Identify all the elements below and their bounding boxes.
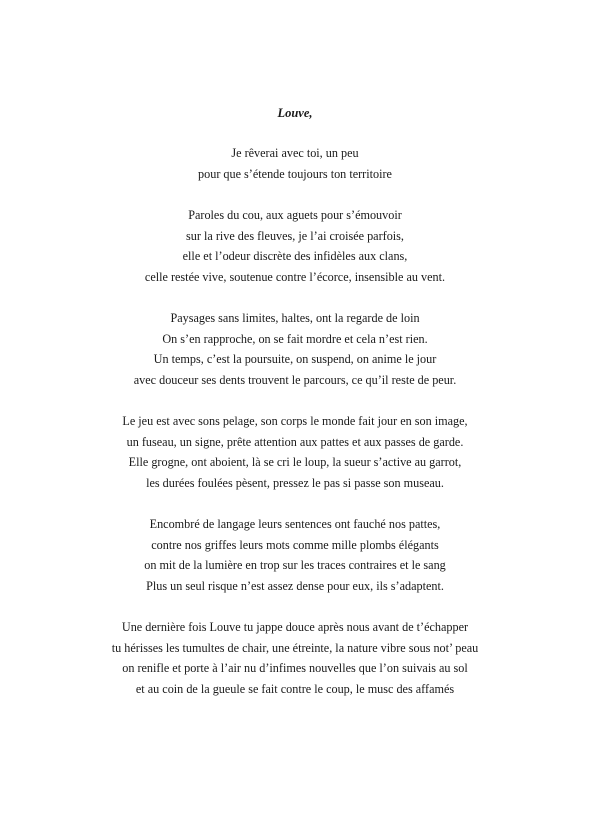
poem-line: Une dernière fois Louve tu jappe douce après nous avant de t’échapper [121,620,469,634]
poem-line: on renifle et porte à l’air nu d’infimes nouvelles que l’on suivais au sol [122,661,468,675]
poem-line: avec douceur ses dents trouvent le parcours, ce qu’il reste de peur. [133,372,457,387]
poem-line: Je rêverai avec toi, un peu [231,146,359,160]
poem-line: contre nos griffes leurs mots comme mille plombs élégants [151,537,439,552]
poem-line: celle restée vive, soutenue contre l’écorce, insensible au vent. [144,269,446,284]
stanza [0,308,590,390]
poem-title: Louve, [277,106,313,120]
poem-line: un fuseau, un signe, prête attention aux pattes et aux passes de garde. [126,434,464,449]
poem-line: Le jeu est avec sons pelage, son corps le monde fait jour en son image, [122,414,468,428]
stanza [0,143,590,184]
poem-line: Un temps, c’est la poursuite, on suspend, on anime le jour [153,352,437,366]
poem-line: les durées foulées pèsent, pressez le pas si passe son museau. [146,475,444,490]
stanza [0,617,590,699]
stanza [0,205,590,287]
poem-line: Paysages sans limites, haltes, ont la regarde de loin [170,311,420,325]
poem-line: elle et l’odeur discrète des infidèles aux clans, [182,249,408,263]
poem-line: Elle grogne, ont aboient, là se cri le loup, la sueur s’active au garrot, [128,455,462,469]
poem-line: pour que s’étende toujours ton territoire [198,166,392,181]
poem-line: sur la rive des fleuves, je l’ai croisée parfois, [186,228,404,243]
poem-line: Paroles du cou, aux aguets pour s’émouvoir [188,208,402,222]
poem-line: On s’en rapproche, on se fait mordre et cela n’est rien. [162,331,428,346]
poem-line: et au coin de la gueule se fait contre le coup, le musc des affamés [135,681,455,696]
poem-line: tu hérisses les tumultes de chair, une étreinte, la nature vibre sous not’ peau [111,640,479,655]
stanza [0,411,590,493]
stanza [0,514,590,596]
poem-line: on mit de la lumière en trop sur les traces contraires et le sang [144,558,446,572]
poem-line: Encombré de langage leurs sentences ont fauché nos pattes, [149,517,441,531]
poem-body [0,143,590,720]
poem-line: Plus un seul risque n’est assez dense pour eux, ils s’adaptent. [146,578,444,593]
